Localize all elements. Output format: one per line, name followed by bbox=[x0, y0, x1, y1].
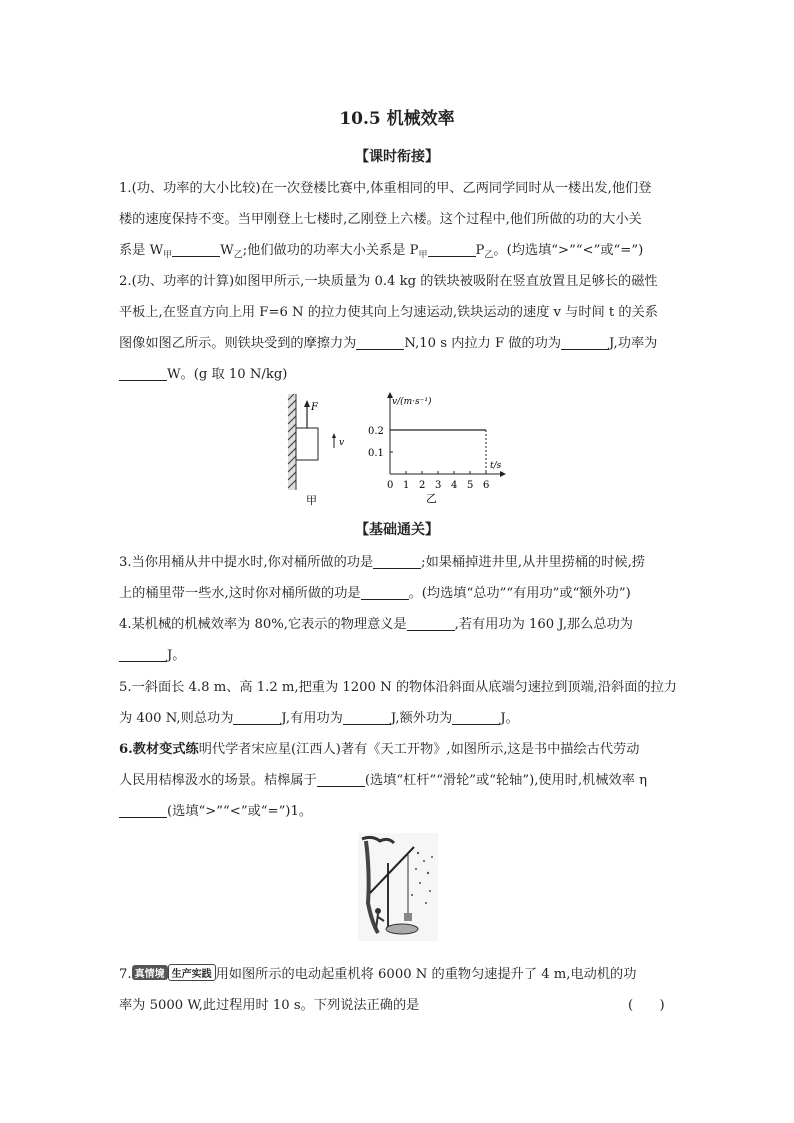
q2-line-3: 图像如图乙所示。则铁块受到的摩擦力为 N,10 s 内拉力 F 做的功为 J,功率为 bbox=[119, 336, 658, 351]
x-tick-label: 2 bbox=[419, 480, 426, 491]
q1-line-2: 楼的速度保持不变。当甲刚登上七楼时,乙刚登上六楼。这个过程中,他们所做的功的大小关 bbox=[119, 212, 642, 227]
q3-line-2: 上的桶里带一些水,这时你对桶所做的功是 。(均选填“总功”“有用功”或“额外功”) bbox=[119, 586, 631, 601]
velocity-label: v bbox=[339, 438, 345, 448]
y-axis-label: v/(m·s⁻¹) bbox=[392, 397, 432, 407]
q1-line-3: 系是 $W_甲$ $W_乙$;他们做功的功率大小关系是 $P_甲$ $P_乙$。(均选填“>”“<”或“=”) bbox=[119, 243, 644, 261]
answer-blank[interactable] bbox=[373, 554, 421, 569]
answer-blank[interactable] bbox=[356, 335, 404, 350]
answer-blank[interactable] bbox=[561, 335, 609, 350]
answer-blank[interactable] bbox=[317, 772, 365, 787]
page-title: 10.5 机械效率 bbox=[339, 109, 455, 129]
iron-block bbox=[296, 428, 318, 460]
answer-blank[interactable] bbox=[172, 242, 220, 257]
answer-blank[interactable] bbox=[428, 242, 476, 257]
section-heading-basic: 【基础通关】 bbox=[355, 522, 439, 538]
x-tick-label: 6 bbox=[483, 480, 490, 491]
x-tick-label: 0 bbox=[387, 480, 394, 491]
well bbox=[386, 924, 418, 934]
x-axis-label: t/s bbox=[490, 461, 502, 471]
bucket bbox=[404, 913, 412, 921]
q1-line-1: 1.(功、功率的大小比较)在一次登楼比赛中,体重相同的甲、乙两同学同时从一楼出发,他们登 bbox=[119, 181, 652, 196]
force-label: F bbox=[311, 402, 318, 413]
answer-blank[interactable] bbox=[361, 585, 409, 600]
q6-line-2: 人民用桔槔汲水的场景。桔槔属于 (选填“杠杆”“滑轮”或“轮轴”),使用时,机械效率 η bbox=[119, 773, 648, 788]
y-tick-label: 0.1 bbox=[368, 448, 384, 459]
q6-line-3: (选填“>”“<”或“=”)1。 bbox=[119, 800, 679, 819]
q4-line-1: 4.某机械的机械效率为 80%,它表示的物理意义是 ,若有用功为 160 J,那么总功为 bbox=[119, 617, 633, 632]
figure-yi-caption: 乙 bbox=[426, 492, 437, 505]
x-tick-label: 1 bbox=[403, 480, 410, 491]
section-heading-link: 【课时衔接】 bbox=[355, 149, 439, 165]
q5-line-1: 5.一斜面长 4.8 m、高 1.2 m,把重为 1200 N 的物体沿斜面从底端匀速拉到顶端,沿斜面的拉力 bbox=[119, 680, 677, 695]
q4-line-2: J。 bbox=[119, 644, 679, 663]
worker-head bbox=[375, 908, 381, 914]
force-arrowhead bbox=[304, 400, 310, 407]
answer-blank[interactable] bbox=[343, 710, 391, 725]
answer-blank[interactable] bbox=[452, 710, 500, 725]
x-axis-arrow bbox=[500, 471, 506, 477]
answer-blank[interactable] bbox=[119, 366, 167, 381]
velocity-time-graph bbox=[368, 392, 506, 505]
answer-blank[interactable] bbox=[407, 616, 455, 631]
figure-q2 bbox=[280, 388, 520, 508]
q6-tag: 6.教材变式练 bbox=[119, 742, 199, 757]
answer-blank[interactable] bbox=[119, 647, 167, 662]
q7-line-1: 7. 真情境 生产实践 用如图所示的电动起重机将 6000 N 的重物匀速提升了 4 m,电动机的功 bbox=[119, 963, 679, 982]
badge-production-practice: 生产实践 bbox=[168, 964, 216, 981]
q2-line-4: W。(g 取 10 N/kg) bbox=[119, 363, 679, 382]
q2-line-2: 平板上,在竖直方向上用 F=6 N 的拉力使其向上匀速运动,铁块运动的速度 v 与时间 t 的关系 bbox=[119, 305, 658, 320]
q7-line-2: 率为 5000 W,此过程用时 10 s。下列说法正确的是 bbox=[119, 998, 420, 1013]
velocity-arrowhead bbox=[332, 433, 336, 438]
q2-line-1: 2.(功、功率的计算)如图甲所示,一块质量为 0.4 kg 的铁块被吸附在竖直放置且足够长的磁性 bbox=[119, 274, 658, 289]
x-tick-label: 3 bbox=[435, 480, 442, 491]
well-sweep-illustration bbox=[358, 833, 438, 941]
x-tick-label: 4 bbox=[451, 480, 458, 491]
answer-blank[interactable] bbox=[233, 710, 281, 725]
answer-choice-parens[interactable]: ( ) bbox=[628, 998, 665, 1013]
q5-line-2: 为 400 N,则总功为 J,有用功为 J,额外功为 J。 bbox=[119, 711, 519, 726]
answer-blank[interactable] bbox=[119, 803, 167, 818]
x-tick-label: 5 bbox=[467, 480, 474, 491]
q3-line-1: 3.当你用桶从井中提水时,你对桶所做的功是 ;如果桶掉进井里,从井里捞桶的时候,捞 bbox=[119, 555, 645, 570]
q6-line-1: 6.教材变式练明代学者宋应星(江西人)著有《天工开物》,如图所示,这是书中描绘古代劳动 bbox=[119, 742, 640, 757]
y-tick-label: 0.2 bbox=[368, 426, 384, 437]
figure-jia-caption: 甲 bbox=[306, 494, 317, 507]
badge-real-scenario: 真情境 bbox=[132, 965, 168, 980]
